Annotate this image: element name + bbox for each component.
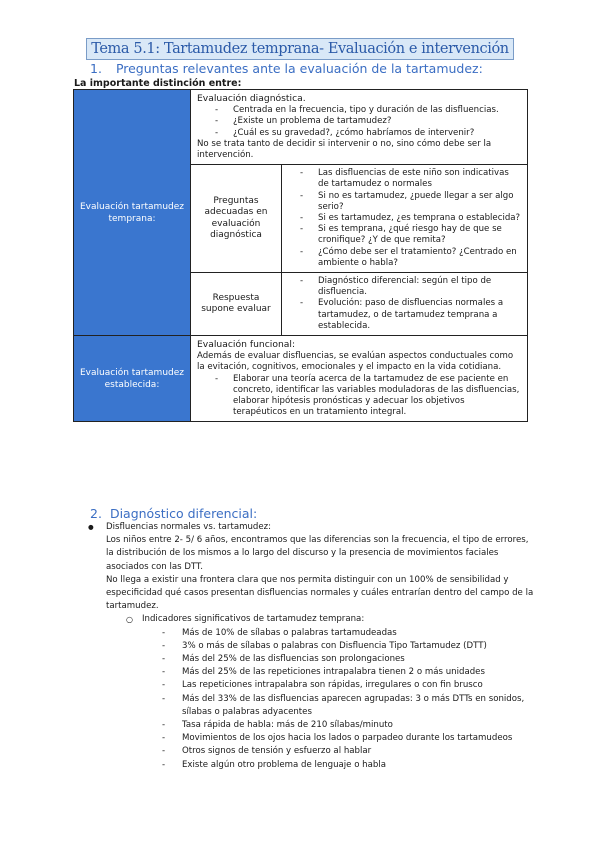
respuesta-list	[288, 276, 521, 332]
list-item: - Existe algún otro problema de lenguaje o habla	[182, 759, 536, 772]
page-title: Tema 5.1: Tartamudez temprana- Evaluación e intervención	[86, 38, 514, 60]
table-row	[74, 336, 528, 422]
preguntas-list	[288, 168, 521, 269]
cell-preguntas	[282, 165, 528, 273]
list-item: - ¿Cómo debe ser el tratamiento? ¿Centrado en ambiente o habla?	[300, 247, 521, 269]
cell-diagnostica	[191, 90, 528, 165]
funcional-heading: Evaluación funcional:	[197, 339, 296, 351]
section-2-body	[86, 521, 536, 772]
section-2-number: 2.	[90, 506, 102, 521]
list-item: - Diagnóstico diferencial: según el tipo de disfluencia.	[300, 276, 521, 298]
diag-list	[197, 105, 521, 139]
list-item: - Si es temprana, ¿qué riesgo hay de que se cronifique? ¿Y de que remita?	[300, 224, 521, 246]
label-preguntas: Preguntas adecuadas en evaluación diagnóstica	[191, 165, 282, 273]
paragraph-1: Los niños entre 2- 5/ 6 años, encontramos que las diferencias son la frecuencia, el tipo de errores, la distribución de los mismos a lo largo del discurso y la presencia de movimientos faciales asociados con las DTT.	[106, 535, 529, 572]
list-item: - Otros signos de tensión y esfuerzo al hablar	[182, 745, 536, 758]
list-item: - Más del 33% de las disfluencias aparecen agrupadas: 3 o más DTTs en sonidos, sílabas o palabras adyacentes	[182, 693, 536, 719]
section-2-heading	[90, 506, 257, 521]
list-item: - Evolución: paso de disfluencias normales a tartamudez, o de tartamudez temprana a establecida.	[300, 298, 521, 332]
indicators-list	[86, 627, 536, 772]
list-item: - Elaborar una teoría acerca de la tartamudez de ese paciente en concreto, identificar las variables moduladoras de las disfluencias, elaborar hipótesis pronósticas y adecuar los objetivos terapéuticos en un tratamiento integral.	[215, 374, 521, 419]
table-row	[74, 90, 528, 165]
section-1-text: Preguntas relevantes ante la evaluación de la tartamudez:	[115, 61, 483, 76]
list-item: - Si es tartamudez, ¿es temprana o establecida?	[300, 213, 521, 224]
bullet-disfluencias: ● Disfluencias normales vs. tartamudez:	[86, 521, 536, 534]
list-item: - Más del 25% de las repeticiones intrapalabra tienen 2 o más unidades	[182, 666, 536, 679]
title-wrapper	[0, 38, 600, 60]
label-establecida: Evaluación tartamudez establecida:	[74, 336, 191, 422]
funcional-text: Además de evaluar disfluencias, se evalúan aspectos conductuales como la evitación, cognitivos, emocionales y el impacto en la vida cotidiana.	[197, 351, 514, 373]
list-item: - ¿Cuál es su gravedad?, ¿cómo habríamos de intervenir?	[215, 128, 521, 139]
sub-bullet-indicadores: ○ Indicadores significativos de tartamudez temprana:	[86, 613, 536, 626]
funcional-list	[197, 374, 521, 419]
cell-funcional	[191, 336, 528, 422]
label-temprana: Evaluación tartamudez temprana:	[74, 90, 191, 336]
list-item: - Más del 25% de las disfluencias son prolongaciones	[182, 653, 536, 666]
list-item: - Más de 10% de sílabas o palabras tartamudeadas	[182, 627, 536, 640]
list-item: - 3% o más de sílabas o palabras con Disfluencia Tipo Tartamudez (DTT)	[182, 640, 536, 653]
list-item: - Centrada en la frecuencia, tipo y duración de las disfluencias.	[215, 105, 521, 116]
section-2-text: Diagnóstico diferencial:	[109, 506, 258, 521]
list-item: - Las repeticiones intrapalabra son rápidas, irregulares o con fin brusco	[182, 679, 536, 692]
paragraph-2: No llega a existir una frontera clara que nos permita distinguir con un 100% de sensibilidad y especificidad qué casos presentan disfluencias normales y cuáles entrarían dentro del campo de la tartamudez.	[106, 574, 534, 612]
label-respuesta: Respuesta supone evaluar	[191, 273, 282, 336]
list-item: - Tasa rápida de habla: más de 210 sílabas/minuto	[182, 719, 536, 732]
section-1-number: 1.	[90, 61, 102, 76]
list-item: - ¿Existe un problema de tartamudez?	[215, 116, 521, 127]
list-item: - Si no es tartamudez, ¿puede llegar a ser algo serio?	[300, 191, 521, 213]
list-item: - Movimientos de los ojos hacia los lados o parpadeo durante los tartamudeos	[182, 732, 536, 745]
section-1-heading	[90, 61, 483, 76]
evaluation-table	[73, 89, 528, 422]
cell-respuesta	[282, 273, 528, 336]
diag-heading: Evaluación diagnóstica.	[197, 93, 306, 104]
intro-text: La importante distinción entre:	[74, 78, 242, 89]
list-item: - Las disfluencias de este niño son indicativas de tartamudez o normales	[300, 168, 521, 190]
diag-note: No se trata tanto de decidir si intervenir o no, sino cómo debe ser la intervención.	[197, 138, 492, 161]
